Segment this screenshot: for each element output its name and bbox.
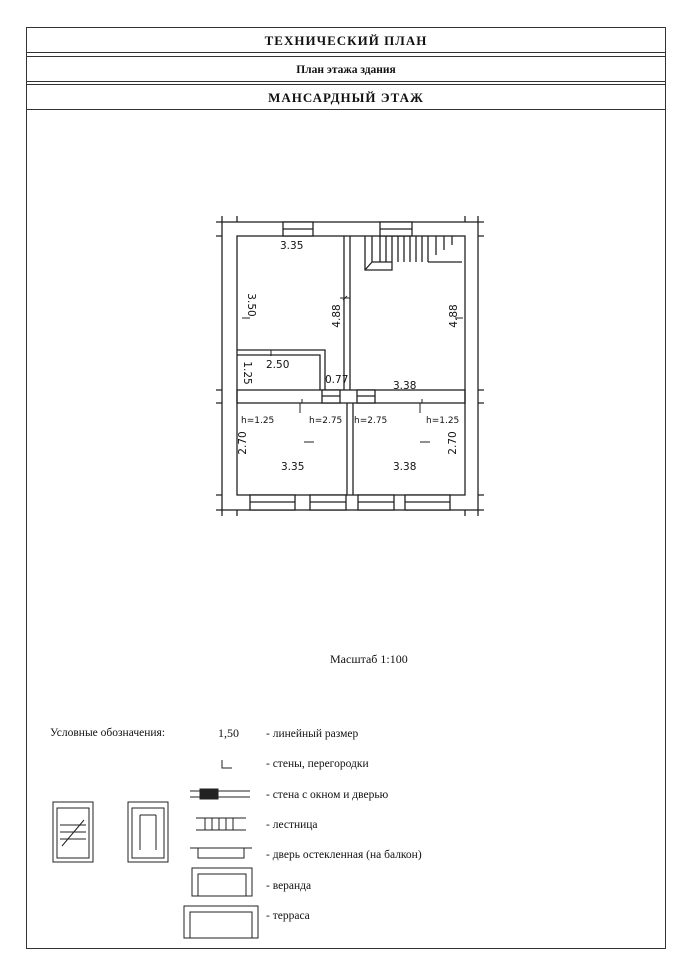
dim-lower-right-width: 3.38 bbox=[393, 461, 417, 473]
dim-right-height: 4.88 bbox=[448, 304, 460, 328]
legend-window-wall-symbol bbox=[190, 791, 250, 797]
dim-lower-right-height: 2.70 bbox=[447, 431, 459, 455]
legend-balcony-door-symbol bbox=[190, 848, 252, 858]
legend-wall-symbol bbox=[222, 760, 232, 768]
dim-left-height: 3.50 bbox=[245, 293, 257, 317]
legend-veranda-symbol bbox=[192, 868, 252, 896]
dim-right-bottom-width: 3.38 bbox=[393, 380, 417, 392]
staircase bbox=[365, 236, 462, 270]
dim-top-left-width: 3.35 bbox=[280, 240, 304, 252]
legend-terrace-inner bbox=[190, 912, 252, 938]
floor-name: МАНСАРДНЫЙ ЭТАЖ bbox=[26, 84, 666, 110]
legend-veranda-inner bbox=[198, 874, 246, 896]
height-left-low: h=1.25 bbox=[241, 416, 275, 426]
scale-label: Масштаб 1:100 bbox=[330, 652, 408, 666]
document-title: ТЕХНИЧЕСКИЙ ПЛАН bbox=[26, 27, 666, 53]
document-subtitle: План этажа здания bbox=[26, 56, 666, 82]
legend-item-dimension: - линейный размер bbox=[266, 728, 359, 740]
height-right-high: h=2.75 bbox=[354, 416, 388, 426]
legend-symbols bbox=[53, 760, 258, 938]
legend-item-terrace: - терраса bbox=[266, 910, 310, 922]
legend-stair-cell-1-steps bbox=[60, 820, 86, 846]
height-right-low: h=1.25 bbox=[426, 416, 460, 426]
legend-item-veranda: - веранда bbox=[266, 880, 312, 892]
dim-lower-left-width: 3.35 bbox=[281, 461, 305, 473]
vertical-partition bbox=[344, 236, 353, 495]
legend-stair-cell-2 bbox=[128, 802, 168, 862]
horizontal-interior-wall bbox=[237, 390, 465, 403]
dim-small-room-height: 1.25 bbox=[241, 361, 253, 385]
legend-item-walls: - стены, перегородки bbox=[266, 758, 369, 770]
legend-item-balcony-door: - дверь остекленная (на балкон) bbox=[266, 849, 422, 861]
legend-window-fill bbox=[200, 789, 218, 799]
legend-item-stairs: - лестница bbox=[266, 819, 318, 831]
legend-terrace-symbol bbox=[184, 906, 258, 938]
legend-stair-cell-2-steps bbox=[140, 815, 156, 850]
dim-small-room-width: 2.50 bbox=[266, 359, 290, 371]
legend-stair-symbol bbox=[196, 818, 246, 830]
legend-sample-value: 1,50 bbox=[218, 726, 239, 740]
legend-title: Условные обозначения: bbox=[50, 727, 166, 739]
dim-corridor-width: 0.77 bbox=[325, 374, 349, 386]
dim-lower-left-height: 2.70 bbox=[237, 431, 249, 455]
dim-middle-height: 4.88 bbox=[331, 304, 343, 328]
legend-item-window-wall: - стена с окном и дверью bbox=[266, 789, 389, 801]
height-left-high: h=2.75 bbox=[309, 416, 343, 426]
